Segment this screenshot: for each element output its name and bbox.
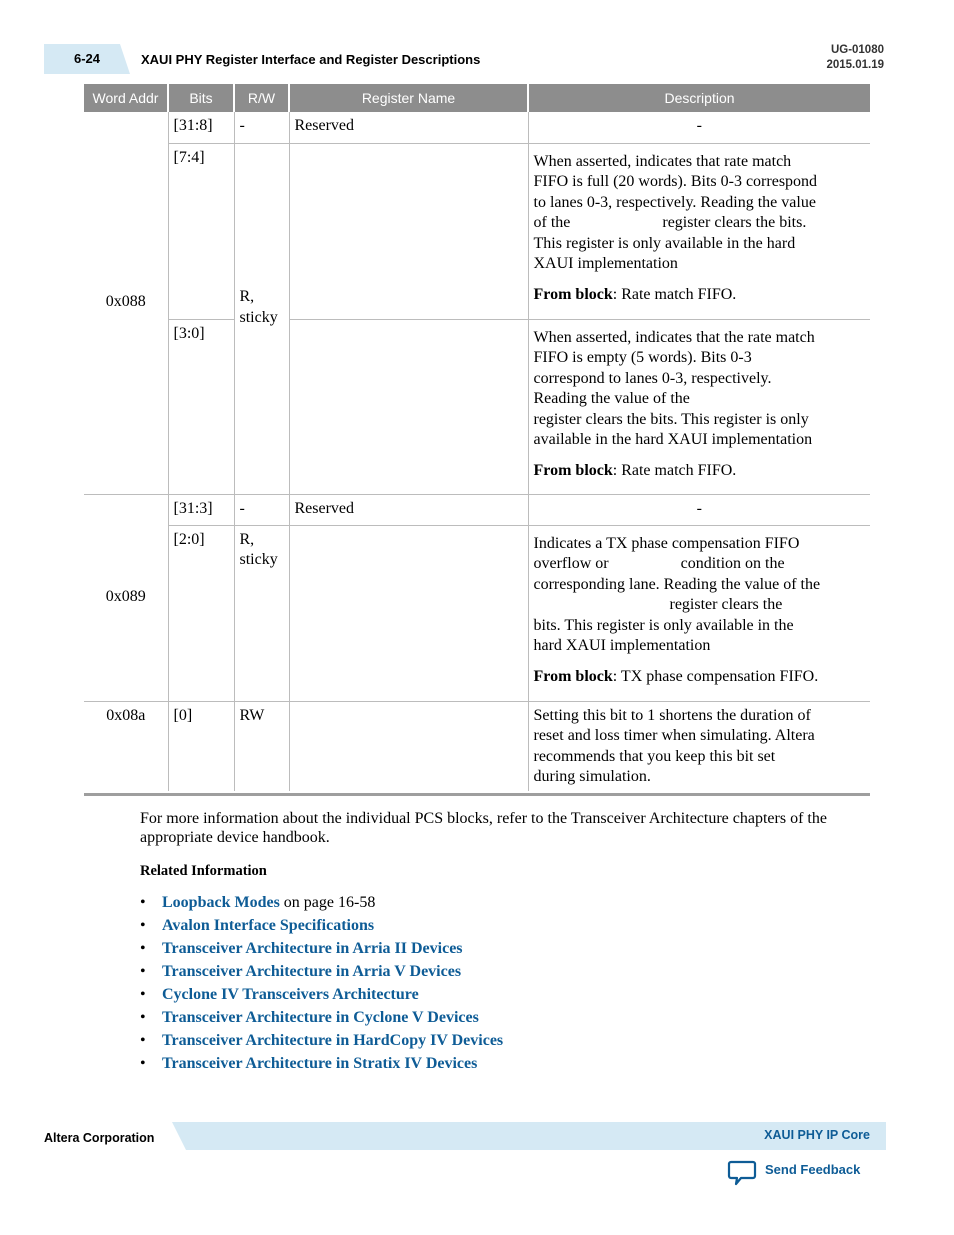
bullet: • xyxy=(140,963,146,980)
link-suffix: on page 16-58 xyxy=(279,894,376,911)
description-line: When asserted, indicates that the rate match xyxy=(533,328,815,346)
description-line: This register is only available in the hard xyxy=(533,234,796,252)
bits-cell: [7:4] xyxy=(168,143,234,319)
col-header-word-addr: Word Addr xyxy=(84,84,168,112)
from-block-value: : Rate match FIFO. xyxy=(612,462,737,480)
link-avalon-interface-specifications[interactable]: Avalon Interface Specifications xyxy=(162,917,375,934)
list-item xyxy=(140,938,503,961)
from-block-label: From block xyxy=(533,462,613,480)
description-cell: - xyxy=(528,112,870,143)
col-header-description: Description xyxy=(528,84,870,112)
col-header-rw: R/W xyxy=(234,84,289,112)
register-name-cell xyxy=(289,701,528,791)
register-name-cell xyxy=(289,143,528,319)
from-block-value: : TX phase compensation FIFO. xyxy=(612,668,819,686)
description-line: register clears the bits. This register is only xyxy=(533,410,809,428)
register-name-cell xyxy=(289,319,528,494)
body-paragraph: For more information about the individual PCS blocks, refer to the Transceiver Architecture chapters of the appropriate device handbook. xyxy=(140,810,827,846)
description-line: FIFO is full (20 words). Bits 0-3 correspond xyxy=(533,173,818,191)
bullet: • xyxy=(140,940,146,957)
list-item xyxy=(140,915,503,938)
from-block-value: : Rate match FIFO. xyxy=(612,286,737,304)
description-line: corresponding lane. Reading the value of the xyxy=(533,575,821,593)
table-row xyxy=(84,143,870,319)
description-cell xyxy=(528,525,870,701)
description-cell xyxy=(528,319,870,494)
description-line: register clears the xyxy=(533,596,783,614)
page-number: 6-24 xyxy=(74,51,101,66)
related-information-heading: Related Information xyxy=(140,863,267,879)
register-name-cell: Reserved xyxy=(289,112,528,143)
send-feedback-label: Send Feedback xyxy=(765,1162,861,1177)
word-addr-cell: 0x089 xyxy=(84,494,168,701)
rw-value: R, sticky xyxy=(239,288,278,326)
description-line: during simulation. xyxy=(533,768,651,786)
from-block xyxy=(534,461,866,482)
description-line: XAUI implementation xyxy=(533,255,678,273)
col-header-bits: Bits xyxy=(168,84,234,112)
bits-cell: [31:8] xyxy=(168,112,234,143)
rw-cell: R, sticky xyxy=(234,525,289,701)
list-item xyxy=(140,961,503,984)
description-line: correspond to lanes 0-3, respectively. xyxy=(533,369,772,387)
rw-cell xyxy=(234,143,289,494)
rw-cell: RW xyxy=(234,701,289,791)
bullet: • xyxy=(140,894,146,911)
bullet: • xyxy=(140,1009,146,1026)
link-cyclone-iv[interactable]: Cyclone IV Transceivers Architecture xyxy=(162,986,419,1003)
from-block xyxy=(534,667,866,688)
footer-product-link[interactable]: XAUI PHY IP Core xyxy=(764,1128,870,1142)
table-header-row xyxy=(84,84,870,112)
from-block-label: From block xyxy=(533,286,613,304)
register-name-cell: Reserved xyxy=(289,494,528,525)
list-item xyxy=(140,1007,503,1030)
link-arria-ii[interactable]: Transceiver Architecture in Arria II Devices xyxy=(162,940,463,957)
bullet: • xyxy=(140,1055,146,1072)
doc-date: 2015.01.19 xyxy=(826,59,884,71)
description-cell xyxy=(528,143,870,319)
bits-cell: [0] xyxy=(168,701,234,791)
table-row xyxy=(84,525,870,701)
description-line: overflow or condition on the xyxy=(533,555,785,573)
table-row xyxy=(84,112,870,143)
list-item xyxy=(140,892,503,915)
section-title: XAUI PHY Register Interface and Register Descriptions xyxy=(141,52,481,67)
table-row xyxy=(84,701,870,791)
rw-cell: - xyxy=(234,494,289,525)
rw-cell: - xyxy=(234,112,289,143)
link-arria-v[interactable]: Transceiver Architecture in Arria V Devices xyxy=(162,963,462,980)
description-line: When asserted, indicates that rate match xyxy=(533,152,792,170)
link-loopback-modes[interactable]: Loopback Modes xyxy=(162,894,280,911)
register-table xyxy=(84,84,870,791)
register-name-cell xyxy=(289,525,528,701)
document-id xyxy=(826,43,884,73)
bits-cell: [3:0] xyxy=(168,319,234,494)
list-item xyxy=(140,1053,503,1076)
link-stratix-iv[interactable]: Transceiver Architecture in Stratix IV Devices xyxy=(162,1055,478,1072)
link-cyclone-v[interactable]: Transceiver Architecture in Cyclone V Devices xyxy=(162,1009,479,1026)
table-row xyxy=(84,494,870,525)
bullet: • xyxy=(140,1032,146,1049)
description-cell xyxy=(528,701,870,791)
list-item xyxy=(140,1030,503,1053)
table-row xyxy=(84,319,870,494)
doc-number: UG-01080 xyxy=(830,44,884,56)
description-line: to lanes 0-3, respectively. Reading the value xyxy=(533,193,816,211)
description-line: Reading the value of the xyxy=(533,390,690,408)
description-line: bits. This register is only available in the xyxy=(533,616,794,634)
description-line: of the register clears the bits. xyxy=(533,214,807,232)
speech-bubble-icon xyxy=(727,1159,757,1187)
bullet: • xyxy=(140,917,146,934)
description-cell: - xyxy=(528,494,870,525)
from-block xyxy=(534,285,866,306)
list-item xyxy=(140,984,503,1007)
description-line: recommends that you keep this bit set xyxy=(533,747,776,765)
from-block-label: From block xyxy=(533,668,613,686)
word-addr-cell: 0x088 xyxy=(84,112,168,494)
description-line: reset and loss timer when simulating. Altera xyxy=(533,727,815,745)
description-line: hard XAUI implementation xyxy=(533,637,711,655)
description-line: Setting this bit to 1 shortens the duration of xyxy=(533,706,811,724)
bits-cell: [2:0] xyxy=(168,525,234,701)
link-hardcopy-iv[interactable]: Transceiver Architecture in HardCopy IV Devices xyxy=(162,1032,504,1049)
bits-cell: [31:3] xyxy=(168,494,234,525)
description-line: available in the hard XAUI implementation xyxy=(533,431,813,449)
description-line: FIFO is empty (5 words). Bits 0-3 xyxy=(533,349,752,367)
description-line: Indicates a TX phase compensation FIFO xyxy=(533,534,800,552)
related-links-list xyxy=(140,892,503,1076)
table-bottom-rule xyxy=(84,793,870,796)
word-addr-cell: 0x08a xyxy=(84,701,168,791)
footer-company: Altera Corporation xyxy=(44,1131,155,1145)
col-header-register-name: Register Name xyxy=(289,84,528,112)
bullet: • xyxy=(140,986,146,1003)
